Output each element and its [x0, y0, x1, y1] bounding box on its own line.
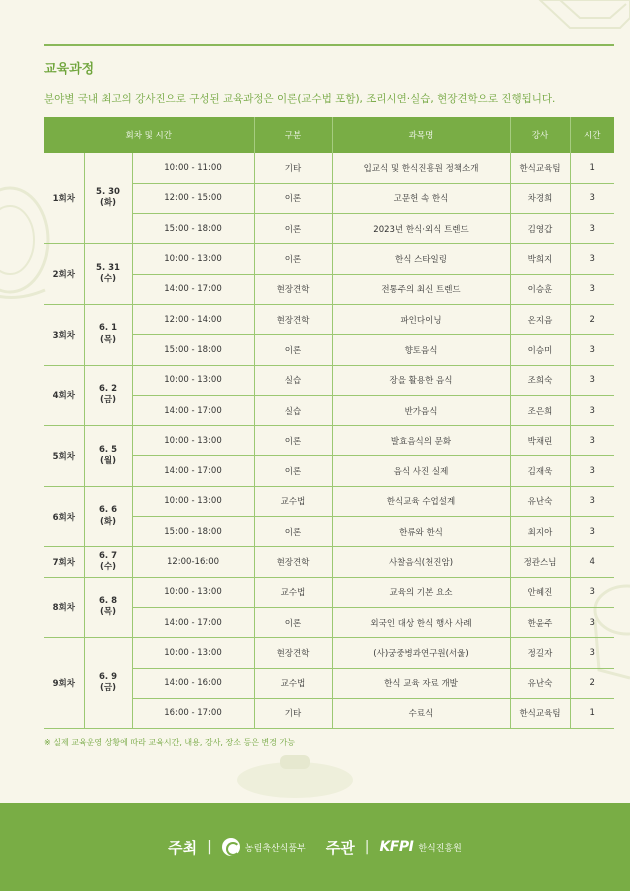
type-cell: 교수법: [254, 668, 332, 698]
type-cell: 이론: [254, 456, 332, 486]
date-cell: 6. 5 (월): [84, 426, 132, 487]
curriculum-table: [44, 117, 614, 729]
session-cell: 4회차: [44, 365, 84, 426]
type-cell: 현장견학: [254, 274, 332, 304]
mafra-logo-icon: [222, 838, 240, 856]
instructor-cell: 김영갑: [510, 214, 570, 244]
time-cell: 10:00 - 13:00: [132, 577, 254, 607]
header-hours: 시간: [570, 117, 614, 153]
time-cell: 14:00 - 17:00: [132, 607, 254, 637]
type-cell: 기타: [254, 153, 332, 183]
subject-cell: 파인다이닝: [332, 304, 510, 334]
session-cell: 8회차: [44, 577, 84, 638]
hours-cell: 4: [570, 547, 614, 577]
hours-cell: 3: [570, 335, 614, 365]
footer-bar: [0, 803, 630, 891]
table-row: [44, 486, 614, 516]
time-cell: 15:00 - 18:00: [132, 517, 254, 547]
hours-cell: 3: [570, 486, 614, 516]
host-label: 주최: [168, 838, 198, 857]
time-cell: 10:00 - 13:00: [132, 244, 254, 274]
instructor-cell: 한식교육팀: [510, 153, 570, 183]
hours-cell: 3: [570, 517, 614, 547]
header-instructor: 강사: [510, 117, 570, 153]
instructor-cell: 유난숙: [510, 486, 570, 516]
date-cell: 5. 31 (수): [84, 244, 132, 305]
footer-separator: |: [207, 839, 212, 855]
hours-cell: 2: [570, 304, 614, 334]
session-cell: 3회차: [44, 304, 84, 365]
instructor-cell: 한식교육팀: [510, 698, 570, 728]
time-cell: 12:00-16:00: [132, 547, 254, 577]
time-cell: 16:00 - 17:00: [132, 698, 254, 728]
type-cell: 교수법: [254, 486, 332, 516]
host-org: [222, 838, 306, 856]
type-cell: 실습: [254, 365, 332, 395]
time-cell: 14:00 - 17:00: [132, 274, 254, 304]
intro-text: 분야별 국내 최고의 강사진으로 구성된 교육과정은 이론(교수법 포함), 조리시연·실습, 현장견학으로 진행됩니다.: [44, 93, 556, 105]
top-right-ornament: [530, 0, 630, 60]
subject-cell: 수료식: [332, 698, 510, 728]
session-cell: 5회차: [44, 426, 84, 487]
time-cell: 15:00 - 18:00: [132, 214, 254, 244]
table-row: [44, 365, 614, 395]
hours-cell: 3: [570, 183, 614, 213]
subject-cell: 반가음식: [332, 395, 510, 425]
left-bowl-ornament: [0, 180, 50, 310]
session-cell: 6회차: [44, 486, 84, 547]
hours-cell: 2: [570, 668, 614, 698]
subject-cell: 향토음식: [332, 335, 510, 365]
footer-separator: |: [364, 839, 370, 855]
instructor-cell: 박희지: [510, 244, 570, 274]
instructor-cell: 이승미: [510, 335, 570, 365]
type-cell: 이론: [254, 607, 332, 637]
table-header-row: [44, 117, 614, 153]
instructor-cell: 김재욱: [510, 456, 570, 486]
date-cell: 6. 7 (수): [84, 547, 132, 577]
hours-cell: 3: [570, 638, 614, 668]
hours-cell: 1: [570, 153, 614, 183]
organizer-org: [379, 839, 461, 855]
table-row: [44, 577, 614, 607]
header-divider: [44, 44, 614, 46]
table-row: [44, 547, 614, 577]
instructor-cell: 차경희: [510, 183, 570, 213]
time-cell: 10:00 - 13:00: [132, 486, 254, 516]
type-cell: 현장견학: [254, 304, 332, 334]
instructor-cell: 최지아: [510, 517, 570, 547]
hours-cell: 3: [570, 426, 614, 456]
instructor-cell: 유난숙: [510, 668, 570, 698]
time-cell: 12:00 - 14:00: [132, 304, 254, 334]
organizer-org-name: 한식진흥원: [418, 843, 462, 854]
subject-cell: 발효음식의 문화: [332, 426, 510, 456]
table-row: [44, 304, 614, 334]
instructor-cell: 정길자: [510, 638, 570, 668]
header-subject: 과목명: [332, 117, 510, 153]
type-cell: 기타: [254, 698, 332, 728]
time-cell: 10:00 - 13:00: [132, 365, 254, 395]
instructor-cell: 박채린: [510, 426, 570, 456]
subject-cell: 음식 사진 실제: [332, 456, 510, 486]
instructor-cell: 조은희: [510, 395, 570, 425]
date-cell: 6. 9 (금): [84, 638, 132, 729]
host-org-name: 농림축산식품부: [244, 843, 306, 854]
time-cell: 14:00 - 17:00: [132, 395, 254, 425]
type-cell: 교수법: [254, 577, 332, 607]
time-cell: 10:00 - 13:00: [132, 638, 254, 668]
date-cell: 6. 2 (금): [84, 365, 132, 426]
subject-cell: 한식교육 수업설계: [332, 486, 510, 516]
date-cell: 6. 1 (목): [84, 304, 132, 365]
header-session-time: 회차 및 시간: [44, 117, 254, 153]
instructor-cell: 정관스님: [510, 547, 570, 577]
session-cell: 7회차: [44, 547, 84, 577]
table-row: [44, 426, 614, 456]
instructor-cell: 안혜진: [510, 577, 570, 607]
footnote: ※ 실제 교육운영 상황에 따라 교육시간, 내용, 강사, 장소 등은 변경 가능: [44, 738, 295, 747]
date-cell: 5. 30 (화): [84, 153, 132, 244]
hours-cell: 3: [570, 456, 614, 486]
subject-cell: 2023년 한식·외식 트렌드: [332, 214, 510, 244]
organizer-label: 주관: [325, 838, 355, 857]
date-cell: 6. 8 (목): [84, 577, 132, 638]
subject-cell: 장을 활용한 음식: [332, 365, 510, 395]
bottom-pot-ornament: [230, 750, 360, 805]
date-cell: 6. 6 (화): [84, 486, 132, 547]
time-cell: 10:00 - 11:00: [132, 153, 254, 183]
time-cell: 10:00 - 13:00: [132, 426, 254, 456]
time-cell: 15:00 - 18:00: [132, 335, 254, 365]
type-cell: 이론: [254, 335, 332, 365]
instructor-cell: 조희숙: [510, 365, 570, 395]
header-type: 구분: [254, 117, 332, 153]
subject-cell: 외국인 대상 한식 행사 사례: [332, 607, 510, 637]
kfpi-logo: KFPI: [379, 839, 414, 855]
type-cell: 이론: [254, 426, 332, 456]
curriculum-body: [44, 153, 614, 729]
subject-cell: 한류와 한식: [332, 517, 510, 547]
subject-cell: 입교식 및 한식진흥원 정책소개: [332, 153, 510, 183]
subject-cell: 전통주의 최신 트렌드: [332, 274, 510, 304]
table-row: [44, 244, 614, 274]
type-cell: 실습: [254, 395, 332, 425]
hours-cell: 1: [570, 698, 614, 728]
session-cell: 9회차: [44, 638, 84, 729]
time-cell: 14:00 - 16:00: [132, 668, 254, 698]
type-cell: 이론: [254, 244, 332, 274]
session-cell: 2회차: [44, 244, 84, 305]
section-title: 교육과정: [44, 62, 95, 77]
hours-cell: 3: [570, 244, 614, 274]
instructor-cell: 한윤주: [510, 607, 570, 637]
hours-cell: 3: [570, 214, 614, 244]
hours-cell: 3: [570, 395, 614, 425]
subject-cell: 한식 스타일링: [332, 244, 510, 274]
subject-cell: 한식 교육 자료 개발: [332, 668, 510, 698]
table-row: [44, 153, 614, 183]
hours-cell: 3: [570, 365, 614, 395]
instructor-cell: 이승훈: [510, 274, 570, 304]
type-cell: 이론: [254, 517, 332, 547]
time-cell: 12:00 - 15:00: [132, 183, 254, 213]
table-row: [44, 638, 614, 668]
type-cell: 현장견학: [254, 638, 332, 668]
type-cell: 현장견학: [254, 547, 332, 577]
time-cell: 14:00 - 17:00: [132, 456, 254, 486]
type-cell: 이론: [254, 183, 332, 213]
session-cell: 1회차: [44, 153, 84, 244]
instructor-cell: 온지음: [510, 304, 570, 334]
subject-cell: 고문헌 속 한식: [332, 183, 510, 213]
type-cell: 이론: [254, 214, 332, 244]
subject-cell: 사찰음식(천진암): [332, 547, 510, 577]
hours-cell: 3: [570, 274, 614, 304]
hours-cell: 3: [570, 607, 614, 637]
hours-cell: 3: [570, 577, 614, 607]
subject-cell: 교육의 기본 요소: [332, 577, 510, 607]
subject-cell: (사)궁중병과연구원(서울): [332, 638, 510, 668]
